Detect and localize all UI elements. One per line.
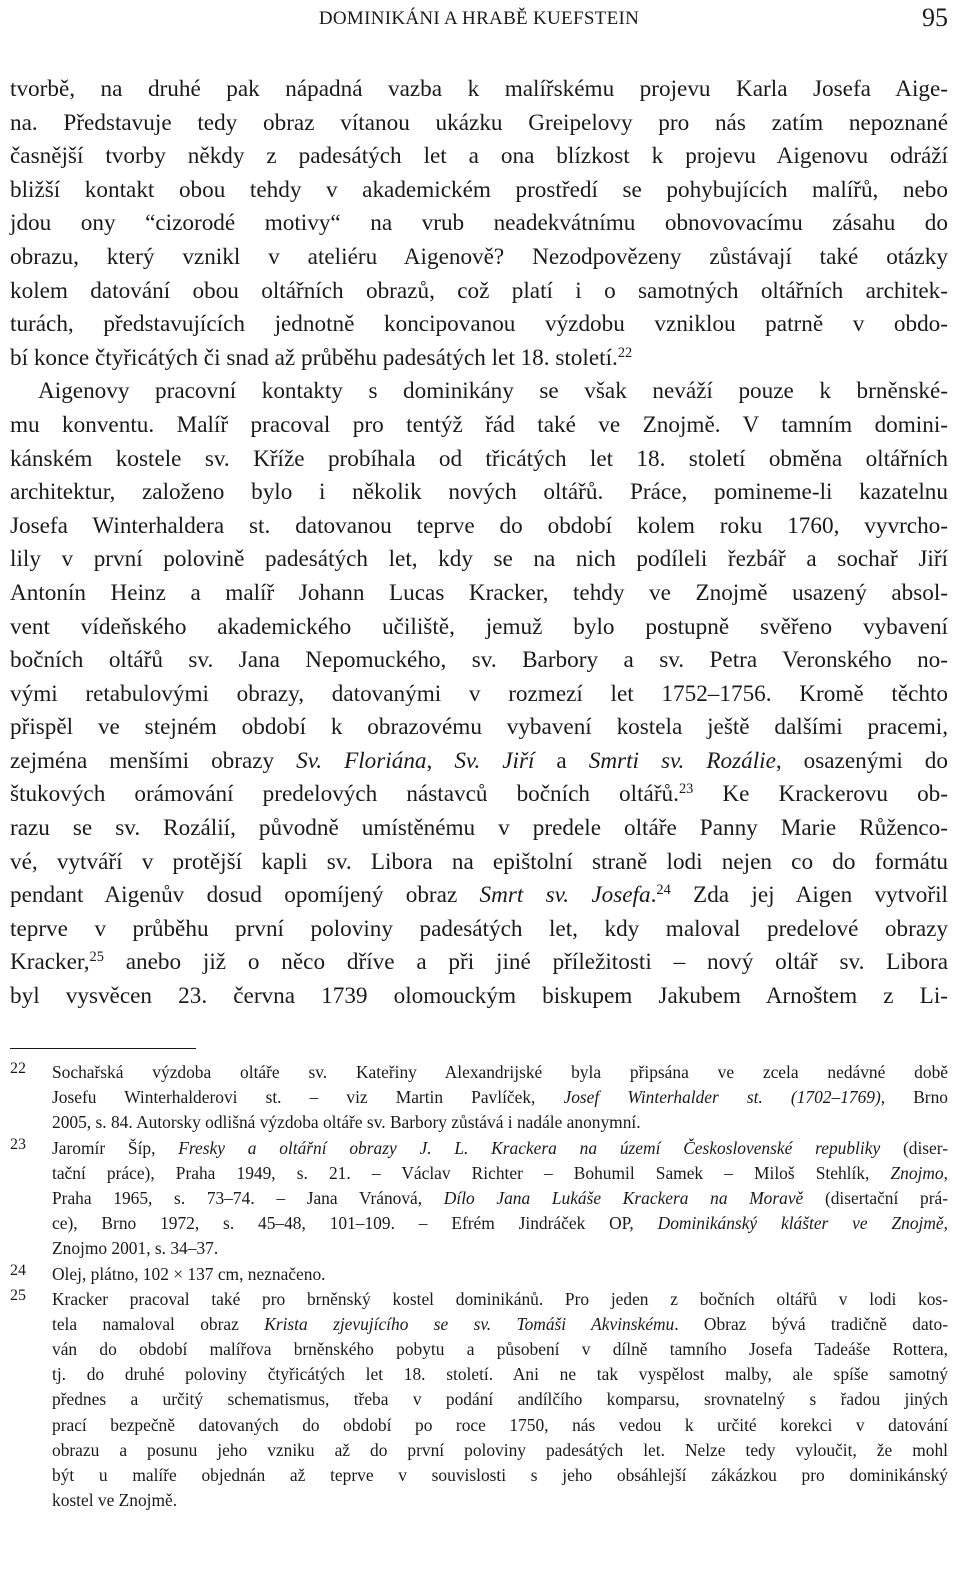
text-line: bližší kontakt obou tehdy v akademickém prostředí se pohybujících malířů, nebo [10,176,948,203]
book-title: Dominikánský klášter ve Znojmě [657,1213,944,1234]
text-span: . [650,882,657,909]
footnote-number: 25 [10,1286,26,1304]
footnote-22 [10,1060,948,1136]
footnote-24 [10,1262,948,1287]
text-span: , [943,1162,948,1183]
text-line: lily v první polovině padesátých let, kdy se na nich podíleli řezbář a sochař Jiří [10,546,948,573]
artwork-title: Sv. Jiří [454,747,535,774]
text-line: bočních oltářů sv. Jana Nepomuckého, sv. Barbory a sv. Petra Veronského no- [10,647,948,674]
footnote-line [52,1136,948,1161]
page-header [10,4,948,34]
artwork-title: Krista zjevujícího se sv. Tomáši Akvinskému [264,1313,675,1334]
footnote-line [52,1085,948,1110]
footnote-line: Olej, plátno, 102 × 137 cm, neznačeno. [52,1263,326,1284]
text-span: anebo již o něco dříve a při jiné příležitosti – nový oltář sv. Libora [103,949,948,976]
text-line: časnější tvorby někdy z padesátých let a ona blízkost k projevu Aigenovu odráží [10,143,948,170]
footnote-number: 22 [10,1060,26,1077]
text-span: bí konce čtyřicátých či snad až průběhu padesátých let 18. století. [10,344,618,371]
text-span: Praha 1965, s. 73–74. – Jana Vránová, [52,1187,444,1208]
text-span: Jaromír Šíp, [52,1137,179,1158]
footnote-line [52,1312,948,1337]
text-line [10,745,948,779]
text-span: tela namaloval obraz [52,1313,265,1334]
book-title: Fresky a oltářní obrazy J. L. Krackera na území Československé republiky [178,1137,881,1158]
text-line: kolem datování obou oltářních obrazů, což platí i o samotných oltářních architek- [10,277,948,304]
text-span: Kracker, [10,949,90,976]
footnote-line: Kracker pracoval také pro brněnský kostel dominikánů. Pro jeden z bočních oltářů v lodi kos- [52,1288,948,1309]
text-span: štukových orámování predelových nástavců bočních oltářů. [10,781,679,808]
text-span: (disertační prá- [803,1187,949,1208]
text-line: architektur, založeno bylo i několik nových oltářů. Práce, pomineme-li kazatelnu [10,479,948,506]
book-title: Josef Winterhalder st. (1702–1769) [563,1087,881,1108]
text-line: mu konventu. Malíř pracoval pro tentýž řád také ve Znojmě. V tamním domini- [10,411,948,438]
footnote-line: ván do období malířova brněnského pobytu a působení v dílně tamního Josefa Tadeáše Rottera, [52,1339,948,1360]
text-line: na. Představuje tedy obraz vítanou ukázku Greipelovy pro nás zatím nepoznané [10,109,948,136]
book-title: Dílo Jana Lukáše Krackera na Moravě [443,1187,804,1208]
footnote-line: Znojmo 2001, s. 34–37. [52,1238,219,1259]
footnote-ref-22[interactable]: 22 [617,344,633,361]
text-line: jdou ony “cizorodé motivy“ na vrub neadekvátnímu obnovovacímu zásahu do [10,210,948,237]
text-line: vent vídeňského akademického učiliště, jemuž bylo postupně svěřeno vybavení [10,613,948,640]
footnote-line: být u malíře objednán až teprve v souvislosti s jeho obsáhlejší zákázkou pro dominikánský [52,1465,948,1485]
footnote-ref-23[interactable]: 23 [678,781,694,798]
text-line [10,879,948,913]
text-line: teprve v průběhu první poloviny padesátých let, kdy maloval predelové obrazy [10,915,948,942]
artwork-title: Sv. Floriána [296,747,427,774]
footnote-line: obrazu a posunu jeho vzniku až do první poloviny padesátých let. Nelze tedy vyloučit, že mohl [52,1439,948,1460]
text-span: Zda jej Aigen vytvořil [670,882,948,909]
footnote-number: 23 [10,1135,26,1153]
text-line: vými retabulovými obrazy, datovanými v rozmezí let 1752–1756. Kromě těchto [10,680,948,707]
text-span: , osazenými do [775,747,948,774]
footnote-line [52,1186,948,1211]
text-span: , Brno [880,1087,948,1108]
book-title: Znojmo [890,1162,944,1183]
main-text [10,73,948,1014]
text-line: vé, vytváří v protější kapli sv. Libora na epištolní straně lodi nejen co do formátu [10,848,948,875]
text-line: Antonín Heinz a malíř Johann Lucas Kracker, tehdy ve Znojmě usazený absol- [10,579,948,606]
footnote-ref-24[interactable]: 24 [656,882,671,899]
footnote-ref-25[interactable]: 25 [89,949,104,966]
text-span: a [534,747,589,774]
text-line: kánském kostele sv. Kříže probíhala od třicátých let 18. století obměna oltářních [10,445,948,472]
footnote-25 [10,1287,948,1514]
footnote-line: Sochařská výzdoba oltáře sv. Kateřiny Alexandrijské byla připsána ve zcela nedávné době [52,1062,948,1082]
footnote-number: 24 [10,1261,26,1279]
text-line: Josefa Winterhaldera st. datovanou teprve do období kolem roku 1760, vyvrcho- [10,512,948,539]
running-title: DOMINIKÁNI A HRABĚ KUEFSTEIN [318,8,640,29]
text-span: ce), Brno 1972, s. 45–48, 101–109. – Efrém Jindráček OP, [52,1213,658,1234]
footnote-line: přednes a určitý schematismus, třeba v podání andílčího komparsu, srovnatelný s řadou jiných [52,1389,948,1410]
text-line: byl vysvěcen 23. června 1739 olomouckým biskupem Jakubem Arnoštem z Li- [10,983,948,1010]
text-line: tvorbě, na druhé pak nápadná vazba k malířskému projevu Karla Josefa Aige- [10,76,948,102]
footnote-23 [10,1136,948,1262]
footnote-separator [10,1048,196,1049]
page-number: 95 [922,3,948,32]
text-span: Ke Krackerovu ob- [693,781,948,808]
text-line: obrazu, který vznikl v ateliéru Aigenově? Nezodpovězeny zůstávají také otázky [10,243,948,270]
text-span: pendant Aigenův dosud opomíjený obraz [10,882,480,909]
text-line [10,778,948,812]
text-line: razu se sv. Rozálií, původně umístěnému v predele oltáře Panny Marie Růženco- [10,815,948,842]
footnote-line [52,1161,948,1186]
footnote-line [52,1211,948,1236]
text-line [10,946,948,980]
text-line: turách, představujících jednotně koncipovanou výzdobu vzniklou patrně v obdo- [10,311,948,338]
text-span: tační práce), Praha 1949, s. 21. – Václav Richter – Bohumil Samek – Miloš Stehlík, [52,1162,891,1183]
footnote-line: kostel ve Znojmě. [52,1490,178,1511]
text-span: , [426,747,455,774]
text-line [10,342,948,376]
artwork-title: Smrt sv. Josefa [479,882,651,909]
text-span: . Obraz bývá tradičně dato- [674,1313,948,1334]
text-span: , [943,1213,948,1234]
footnote-line: tj. do druhé poloviny čtyřicátých let 18. století. Ani ne tak vyspělost malby, ale spíše samotný [52,1364,948,1385]
footnote-line: 2005, s. 84. Autorsky odlišná výzdoba oltáře sv. Barbory zůstává i nadále anonymní. [52,1112,641,1133]
text-line: Aigenovy pracovní kontakty s dominikány se však neváží pouze k brněnské- [38,378,948,405]
artwork-title: Smrti sv. Rozálie [588,747,776,774]
text-span: Josefu Winterhalderovi st. – viz Martin Pavlíček, [52,1087,564,1108]
footnote-line: prací bezpečně datovaných do období po roce 1750, nás vedou k určité korekci v datování [52,1414,948,1435]
footnotes [10,1060,948,1513]
text-line: přispěl ve stejném období k obrazovému vybavení kostela ještě dalšími pracemi, [10,714,948,741]
text-span: (diser- [880,1137,949,1158]
text-span: zejména menšími obrazy [10,747,297,774]
